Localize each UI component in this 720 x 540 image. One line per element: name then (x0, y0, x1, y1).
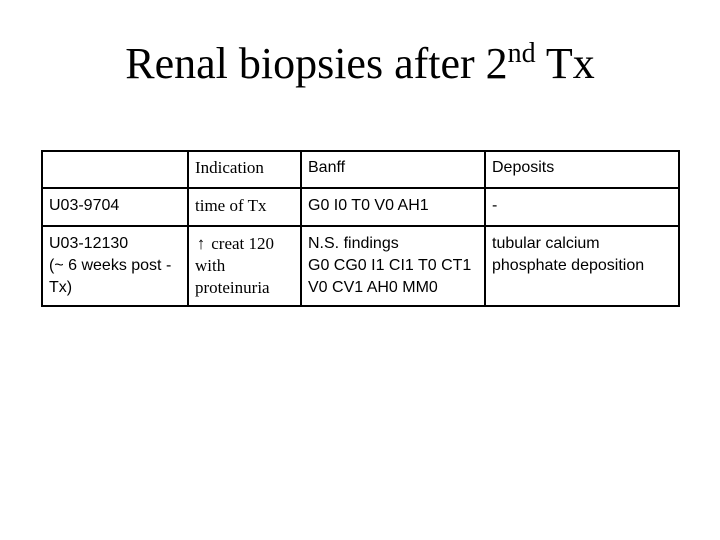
row-deposits: - (492, 197, 498, 214)
header-cell-banff: Banff (301, 151, 485, 188)
header-cell-empty (42, 151, 188, 188)
row-indication: creat 120 with proteinuria (195, 234, 275, 297)
biopsy-table (41, 150, 680, 307)
row-indication: time of Tx (195, 196, 267, 215)
title-superscript: nd (507, 38, 536, 69)
table-header-row (42, 151, 679, 188)
row-deposits-cell (485, 188, 679, 226)
arrow-up-icon: ↑ (196, 234, 206, 253)
row-id: U03-9704 (49, 197, 120, 214)
row-indication-cell (188, 226, 301, 306)
row-id-cell (42, 226, 188, 306)
row-deposits: tubular calcium phosphate deposition (492, 235, 645, 274)
row-indication-cell (188, 188, 301, 226)
header-cell-deposits: Deposits (485, 151, 679, 188)
table-row (42, 226, 679, 306)
row-banff-cell (301, 188, 485, 226)
row-banff-cell (301, 226, 485, 306)
row-id: U03-12130 (49, 235, 129, 252)
title-main: Renal biopsies after 2 (125, 39, 508, 88)
row-banff-line: G0 CG0 I1 CI1 T0 CT1 V0 CV1 AH0 MM0 (308, 257, 472, 296)
slide-title (0, 36, 720, 98)
row-id-cell (42, 188, 188, 226)
row-id-note: (~ 6 weeks post -Tx) (49, 257, 172, 296)
row-banff-line: N.S. findings (308, 235, 399, 252)
header-cell-indication: Indication (188, 151, 301, 188)
row-deposits-cell (485, 226, 679, 306)
title-tail: Tx (535, 39, 595, 88)
table-row (42, 188, 679, 226)
row-banff-line: G0 I0 T0 V0 AH1 (308, 197, 429, 214)
